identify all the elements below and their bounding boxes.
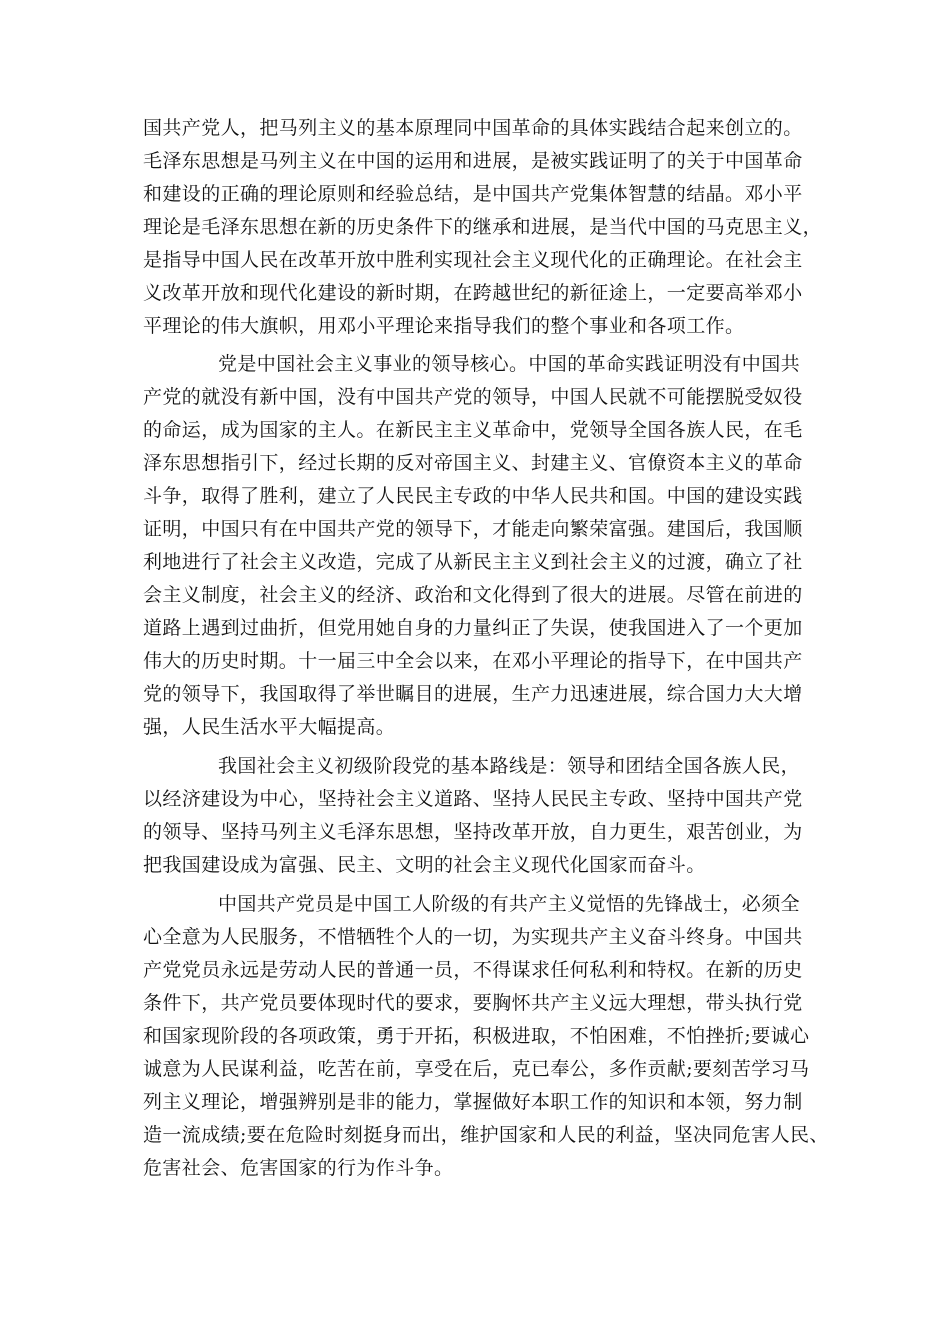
text-line: 党是中国社会主义事业的领导核心。中国的革命实践证明没有中国共 (218, 353, 801, 375)
text-line: 以经济建设为中心，坚持社会主义道路、坚持人民民主专政、坚持中国共产党 (143, 788, 803, 810)
text-line: 强，人民生活水平大幅提高。 (143, 716, 396, 738)
text-line: 造一流成绩;要在危险时刻挺身而出，维护国家和人民的利益，坚决同危害人民、 (143, 1124, 829, 1146)
text-line: 伟大的历史时期。十一届三中全会以来，在邓小平理论的指导下，在中国共产 (143, 650, 803, 672)
text-line: 条件下，共产党员要体现时代的要求，要胸怀共产主义远大理想，带头执行党 (143, 992, 803, 1014)
text-line: 心全意为人民服务，不惜牺牲个人的一切，为实现共产主义奋斗终身。中国共 (143, 926, 803, 948)
text-line: 毛泽东思想是马列主义在中国的运用和进展，是被实践证明了的关于中国革命 (143, 150, 803, 172)
text-line: 利地进行了社会主义改造，完成了从新民主主义到社会主义的过渡，确立了社 (143, 551, 803, 573)
text-line: 是指导中国人民在改革开放中胜利实现社会主义现代化的正确理论。在社会主 (143, 249, 803, 271)
text-line: 理论是毛泽东思想在新的历史条件下的继承和进展，是当代中国的马克思主义， (143, 216, 823, 238)
text-line: 中国共产党员是中国工人阶级的有共产主义觉悟的先锋战士，必须全 (218, 893, 801, 915)
text-line: 会主义制度，社会主义的经济、政治和文化得到了很大的进展。尽管在前进的 (143, 584, 803, 606)
text-line: 斗争，取得了胜利，建立了人民民主专政的中华人民共和国。中国的建设实践 (143, 485, 803, 507)
text-line: 诚意为人民谋利益，吃苦在前，享受在后，克已奉公，多作贡献;要刻苦学习马 (143, 1058, 810, 1080)
text-line: 和国家现阶段的各项政策，勇于开拓，积极进取，不怕困难，不怕挫折;要诚心 (143, 1025, 810, 1047)
text-line: 危害社会、危害国家的行为作斗争。 (143, 1157, 454, 1179)
text-line: 泽东思想指引下，经过长期的反对帝国主义、封建主义、官僚资本主义的革命 (143, 452, 803, 474)
text-line: 的命运，成为国家的主人。在新民主主义革命中，党领导全国各族人民，在毛 (143, 419, 803, 441)
text-line: 把我国建设成为富强、民主、文明的社会主义现代化国家而奋斗。 (143, 854, 706, 876)
text-line: 产党的就没有新中国，没有中国共产党的领导，中国人民就不可能摆脱受奴役 (143, 386, 803, 408)
text-line: 义改革开放和现代化建设的新时期，在跨越世纪的新征途上，一定要高举邓小 (143, 282, 803, 304)
text-line: 平理论的伟大旗帜，用邓小平理论来指导我们的整个事业和各项工作。 (143, 315, 745, 337)
text-line: 的领导、坚持马列主义毛泽东思想，坚持改革开放，自力更生，艰苦创业，为 (143, 821, 803, 843)
text-line: 道路上遇到过曲折，但党用她自身的力量纠正了失误，使我国进入了一个更加 (143, 617, 803, 639)
text-line: 和建设的正确的理论原则和经验总结，是中国共产党集体智慧的结晶。邓小平 (143, 183, 803, 205)
text-line: 产党党员永远是劳动人民的普通一员，不得谋求任何私利和特权。在新的历史 (143, 959, 803, 981)
text-line: 党的领导下，我国取得了举世瞩目的进展，生产力迅速进展，综合国力大大增 (143, 683, 803, 705)
text-line: 我国社会主义初级阶段党的基本路线是：领导和团结全国各族人民， (218, 755, 801, 777)
text-line: 证明，中国只有在中国共产党的领导下，才能走向繁荣富强。建国后，我国顺 (143, 518, 803, 540)
text-line: 国共产党人，把马列主义的基本原理同中国革命的具体实践结合起来创立的。 (143, 117, 803, 139)
text-line: 列主义理论，增强辨别是非的能力，掌握做好本职工作的知识和本领，努力制 (143, 1091, 803, 1113)
